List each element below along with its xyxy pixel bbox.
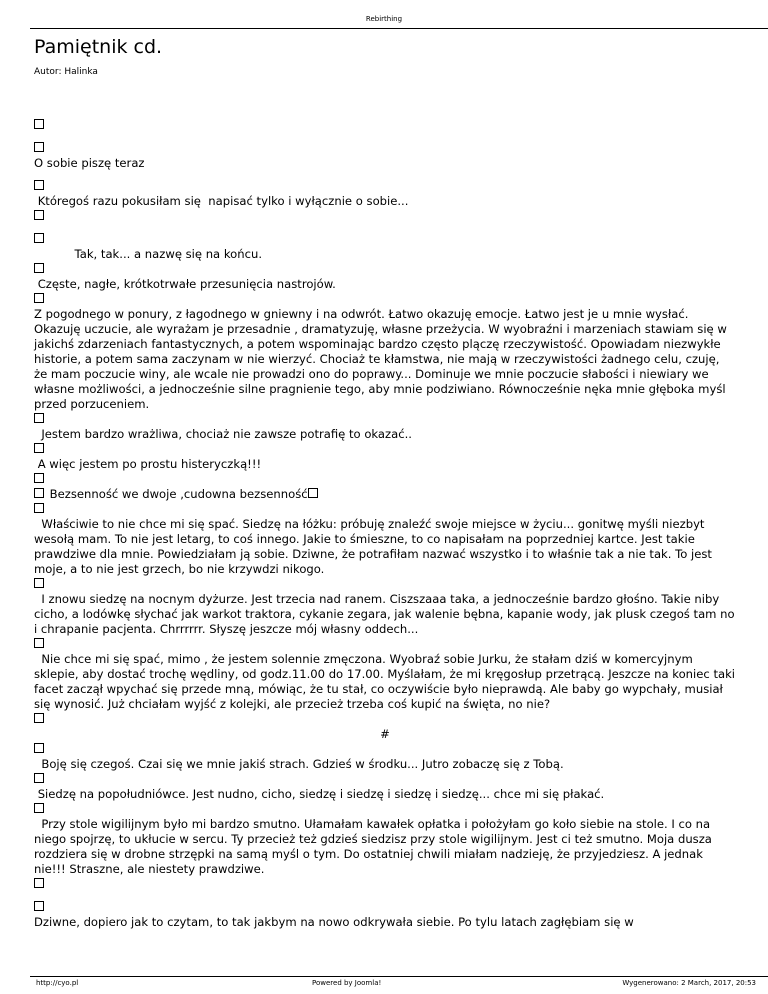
list-item (34, 637, 736, 652)
checkbox-glyph-icon (34, 473, 44, 483)
checkbox-glyph-icon (34, 180, 44, 190)
checkbox-glyph-icon (34, 263, 44, 273)
list-item (34, 179, 736, 194)
paragraph: Nie chce mi się spać, mimo , że jestem solennie zmęczona. Wyobraź sobie Jurku, że stałam dziś w komercyjnym sklepie, aby dostać trochę wędliny, od godz.11.00 do 17.00. Myślałam, że mi kręgosłup przetrącą. Jeszcze na koniec taki facet zaczął wpychać się przede mną, mówiąc, że tu stał, co oczywiście było nieprawdą. Ale baby go wypchały, musiał się wynosić. Już chciałam wyjść z kolejki, ale przecież trzeba coś kupić na święta, no nie? (34, 652, 739, 711)
list-item (34, 262, 736, 277)
list-item (34, 900, 736, 915)
checkbox-glyph-icon (34, 803, 44, 813)
list-item (34, 209, 736, 224)
checkbox-glyph-icon (308, 488, 318, 498)
checkbox-glyph-icon (34, 210, 44, 220)
page-title: Pamiętnik cd. (34, 36, 163, 58)
checkbox-glyph-icon (34, 443, 44, 453)
list-item (34, 442, 736, 457)
list-item (34, 118, 736, 133)
list-item (34, 742, 736, 757)
checkbox-glyph-icon (34, 638, 44, 648)
checkbox-glyph-icon (34, 413, 44, 423)
checkbox-glyph-icon (34, 901, 44, 911)
list-item (34, 772, 736, 787)
paragraph: Z pogodnego w ponury, z łagodnego w gniewny i na odwrót. Łatwo okazuję emocje. Łatwo jest je u mnie wysłać. Okazuję uczucie, ale wyrażam je przesadnie , dramatyzuję, własne przeżycia. W wyobraźni i marzeniach stawiam się w jakichś zdarzeniach fantastycznych, a potem wspominając bardzo często plączę rzeczywistość. Opowiadam niezwykłe historie, a potem sama zaczynam w nie wierzyć. Chociaż te kłamstwa, nie mają w rzeczywistości żadnego celu, czuję, że mam poczucie winy, ale wcale nie prowadzi ono do poprawy... Dominuje we mnie poczucie słabości i niewiary we własne możliwości, a jednocześnie silne pragnienie tego, aby mnie podziwiano. Równocześnie nęka mnie głęboka myśl przed porzuceniem. (34, 307, 731, 411)
checkbox-glyph-icon (34, 578, 44, 588)
checkbox-glyph-icon (34, 119, 44, 129)
checkbox-glyph-icon (34, 878, 44, 888)
text-line: O sobie piszę teraz (34, 156, 145, 170)
text-line: Któregoś razu pokusiłam się napisać tylko i wyłącznie o sobie... (34, 194, 409, 208)
text-line: A więc jestem po prostu histeryczką!!! (34, 457, 262, 471)
list-item (34, 141, 736, 156)
text-line: Częste, nagłe, krótkotrwałe przesunięcia nastrojów. (34, 277, 336, 291)
article-body (34, 118, 739, 930)
footer-divider (30, 976, 768, 977)
text-line: Boję się czegoś. Czai się we mnie jakiś strach. Gdzieś w środku... Jutro zobaczę się z Tobą. (34, 757, 564, 771)
list-item (34, 877, 736, 892)
text-line: Tak, tak... a nazwę się na końcu. (34, 247, 262, 261)
text-line: Jestem bardzo wrażliwa, chociaż nie zawsze potrafię to okazać.. (34, 427, 412, 441)
checkbox-glyph-icon (34, 503, 44, 513)
list-item (34, 292, 736, 307)
checkbox-glyph-icon (34, 743, 44, 753)
footer-generated: Wygenerowano: 2 March, 2017, 20:53 (622, 979, 756, 987)
list-item (34, 502, 736, 517)
author-line: Autor: Halinka (34, 67, 98, 77)
list-item (34, 802, 736, 817)
site-header: Rebirthing (365, 15, 403, 23)
list-item (34, 712, 736, 727)
paragraph: Właściwie to nie chce mi się spać. Siedzę na łóżku: próbuję znaleźć swoje miejsce w życiu... gonitwę myśli niezbyt wesołą mam. To nie jest letarg, to coś innego. Jakie to śmieszne, to co napisałam na poprzedniej kartce. Jest takie prawdziwe dla mnie. Powiedziałam ją sobie. Dziwne, że potrafiłam nazwać wszystko i to właśnie tak a nie tak. To jest moje, a to nie jest grzech, bo nie krzywdzi nikogo. (34, 517, 716, 576)
checkbox-glyph-icon (34, 713, 44, 723)
list-item (34, 577, 736, 592)
header-divider (30, 28, 768, 29)
checkbox-glyph-icon (34, 773, 44, 783)
list-item (34, 472, 736, 487)
section-heading: Bezsenność we dwoje ,cudowna bezsenność (46, 487, 308, 501)
footer-powered-by[interactable]: Powered by Joomla! (312, 979, 382, 987)
footer-url[interactable]: http://cyo.pl (36, 979, 79, 987)
checkbox-glyph-icon (34, 488, 44, 498)
checkbox-glyph-icon (34, 142, 44, 152)
checkbox-glyph-icon (34, 233, 44, 243)
text-line: Siedzę na popołudniówce. Jest nudno, cicho, siedzę i siedzę i siedzę i siedzę... chce mi się płakać. (34, 787, 605, 801)
heading-line (34, 487, 736, 502)
checkbox-glyph-icon (34, 293, 44, 303)
paragraph: I znowu siedzę na nocnym dyżurze. Jest trzecia nad ranem. Ciszszaaa taka, a jednocześnie bardzo głośno. Takie niby cicho, a lodówkę słychać jak warkot traktora, cykanie zegara, jak walenie bębna, kapanie wody, jak plusk czegoś tam no i chrapanie pacjenta. Chrrrrrr. Słyszę jeszcze mój własny oddech... (34, 592, 739, 636)
list-item (34, 412, 736, 427)
list-item (34, 232, 736, 247)
section-separator: # (380, 727, 390, 741)
paragraph: Dziwne, dopiero jak to czytam, to tak jakbym na nowo odkrywała siebie. Po tylu latach zagłębiam się w (34, 915, 634, 929)
paragraph: Przy stole wigilijnym było mi bardzo smutno. Ułamałam kawałek opłatka i położyłam go koło siebie na stole. I co na niego spojrzę, to ukłucie w sercu. Ty przecież też gdzieś siedzisz przy stole wigilijnym. Jest ci też smutno. Moja dusza rozdziera się w drobne strzępki na samą myśl o tym. Do ostatniej chwili miałam nadzieję, że przyjedziesz. A jednak nie!!! Straszne, ale niestety prawdziwe. (34, 817, 716, 876)
